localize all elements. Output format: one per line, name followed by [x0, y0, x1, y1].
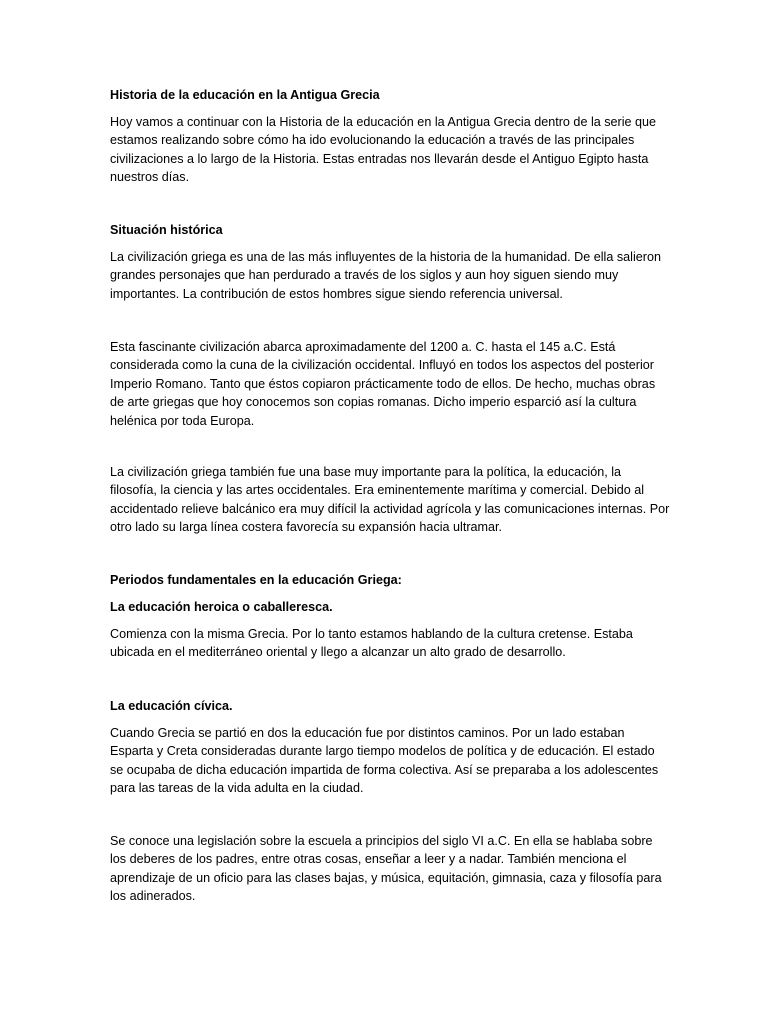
intro-paragraph: Hoy vamos a continuar con la Historia de la educación en la Antigua Grecia dentro de la serie que estamos realizando sobre cómo ha ido evolucionando la educación a través de las principales civilizaciones a lo largo de la Historia. Estas entradas nos llevarán desde el Antiguo Egipto hasta nuestros días.: [110, 115, 657, 185]
section-heading-situacion-historica: Situación histórica: [110, 223, 223, 237]
paragraph-civica-1: Cuando Grecia se partió en dos la educación fue por distintos caminos. Por un lado estaban Esparta y Creta consideradas durante largo tiempo modelos de política y de educación. El estado se ocupaba de dicha educación impartida de forma colectiva. Así se preparaba a los adolescentes para las tareas de la vida adulta en la ciudad.: [110, 726, 659, 796]
section-heading-periodos: Periodos fundamentales en la educación Griega:: [110, 573, 402, 587]
paragraph-civilizacion-fascinante: Esta fascinante civilización abarca aproximadamente del 1200 a. C. hasta el 145 a.C. Está considerada como la cuna de la civilización occidental. Influyó en todos los aspectos del posterior Imperio Romano. Tanto que éstos copiaron prácticamente todo de ellos. De hecho, muchas obras de arte griegas que hoy conocemos son copias romanas. Dicho imperio esparció así la cultura helénica por toda Europa.: [110, 340, 656, 428]
paragraph-civica-2: Se conoce una legislación sobre la escuela a principios del siglo VI a.C. En ella se hablaba sobre los deberes de los padres, entre otras cosas, enseñar a leer y a nadar. También menciona el aprendizaje de un oficio para las clases bajas, y música, equitación, gimnasia, caza y filosofía para los adinerados.: [110, 834, 662, 904]
paragraph-civilizacion-influyente: La civilización griega es una de las más influyentes de la historia de la humanidad. De ella salieron grandes personajes que han perdurado a través de los siglos y aun hoy siguen siendo muy importantes. La contribución de estos hombres sigue siendo referencia universal.: [110, 250, 661, 301]
subsection-heading-heroica: La educación heroica o caballeresca.: [110, 600, 333, 614]
subsection-heading-civica: La educación cívica.: [110, 699, 233, 713]
paragraph-civilizacion-base: La civilización griega también fue una base muy importante para la política, la educación, la filosofía, la ciencia y las artes occidentales. Era eminentemente marítima y comercial. Debido al accidentado relieve balcánico era muy difícil la actividad agrícola y las comunicaciones internas. Por otro lado su larga línea costera favorecía su expansión hacia ultramar.: [110, 465, 670, 535]
document-title: Historia de la educación en la Antigua Grecia: [110, 88, 380, 102]
paragraph-heroica: Comienza con la misma Grecia. Por lo tanto estamos hablando de la cultura cretense. Estaba ubicada en el mediterráneo oriental y llego a alcanzar un alto grado de desarrollo.: [110, 627, 633, 660]
